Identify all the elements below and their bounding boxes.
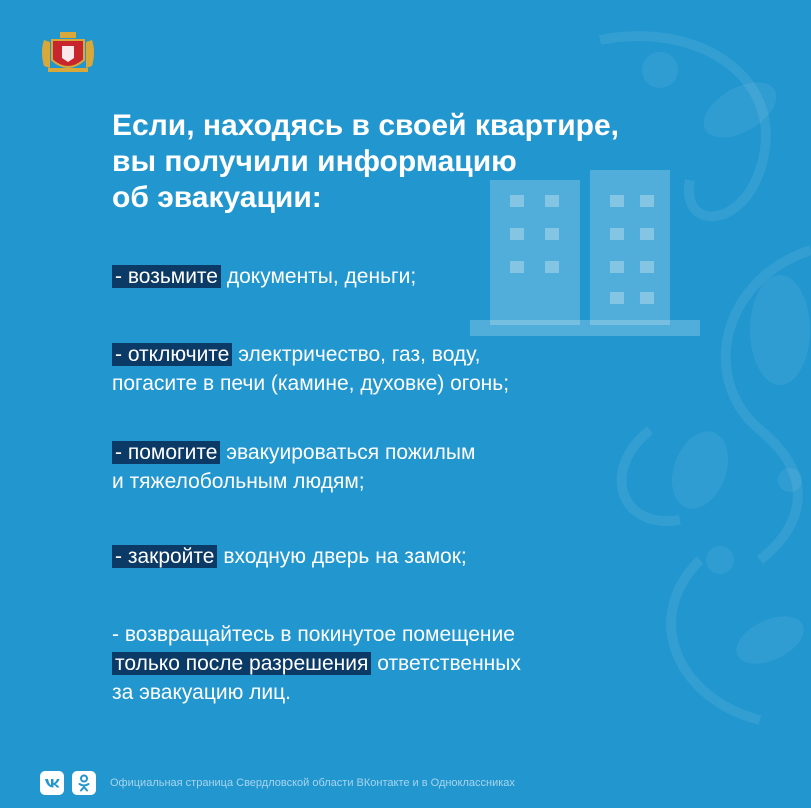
vk-icon[interactable] xyxy=(40,771,64,795)
heading-line-2: вы получили информацию xyxy=(112,145,517,178)
odnoklassniki-icon[interactable] xyxy=(72,771,96,795)
item-text: документы, деньги; xyxy=(221,265,417,288)
instruction-item-turn-off-utilities xyxy=(112,340,732,398)
instruction-item-take-documents xyxy=(112,262,732,291)
highlight-label: - отключите xyxy=(112,343,232,366)
item-text: входную дверь на замок; xyxy=(217,545,467,568)
instruction-item-help-evacuate xyxy=(112,438,732,496)
highlight-label: - закройте xyxy=(112,545,217,568)
item-text: эвакуироваться пожилым xyxy=(220,441,476,464)
footer-caption: Официальная страница Свердловской области ВКонтакте и в Одноклассниках xyxy=(110,777,515,789)
heading xyxy=(112,108,712,216)
item-text: ответственных xyxy=(371,652,521,675)
item-text-line-2: погасите в печи (камине, духовке) огонь; xyxy=(112,372,510,395)
instruction-item-lock-door xyxy=(112,542,732,571)
highlight-label: только после разрешения xyxy=(112,652,371,675)
instruction-item-return xyxy=(112,620,732,707)
coat-of-arms-emblem xyxy=(38,30,98,74)
heading-line-3: об эвакуации: xyxy=(112,181,322,214)
item-text-line-2: и тяжелобольным людям; xyxy=(112,470,365,493)
item-text-line-1: - возвращайтесь в покинутое помещение xyxy=(112,623,515,646)
footer xyxy=(40,770,515,796)
highlight-label: - помогите xyxy=(112,441,220,464)
item-text-line-3: за эвакуацию лиц. xyxy=(112,681,292,704)
item-text: электричество, газ, воду, xyxy=(232,343,481,366)
highlight-label: - возьмите xyxy=(112,265,221,288)
heading-line-1: Если, находясь в своей квартире, xyxy=(112,109,619,142)
